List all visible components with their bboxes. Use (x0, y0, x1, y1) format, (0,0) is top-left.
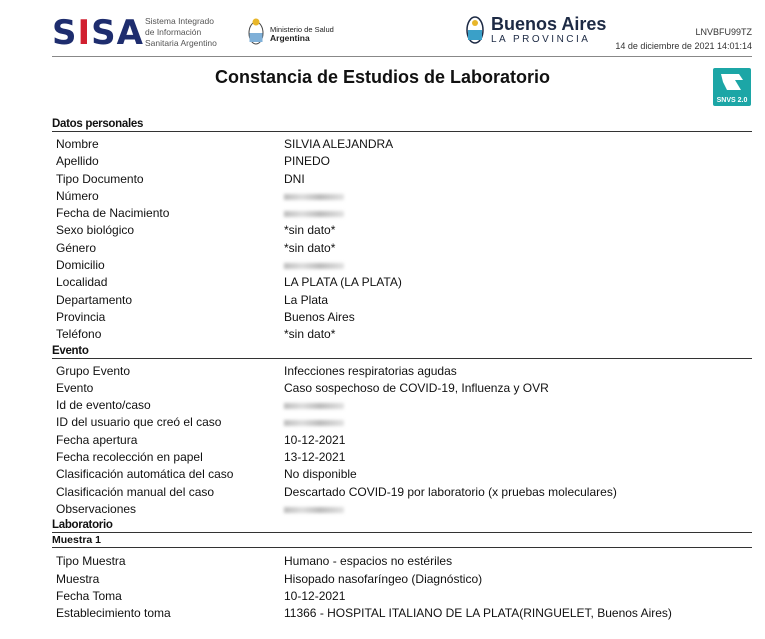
ba-title: Buenos Aires (491, 14, 607, 34)
section-evento: Evento (52, 344, 752, 359)
field-row (52, 257, 752, 274)
field-label: Evento (56, 380, 94, 395)
snvs-badge (713, 68, 751, 106)
field-row (52, 449, 752, 466)
field-value: 10-12-2021 (284, 588, 346, 603)
field-value: La Plata (284, 292, 329, 307)
sisa-description (145, 16, 217, 49)
field-label: Establecimiento toma (56, 606, 171, 621)
redacted-value (284, 403, 344, 409)
field-row (52, 501, 752, 518)
field-row (52, 240, 752, 257)
field-value: SILVIA ALEJANDRA (284, 137, 394, 151)
field-label: Fecha recolección en papel (56, 450, 203, 465)
field-row (52, 380, 752, 397)
field-row (52, 432, 752, 449)
document-code: LNVBFU99TZ (695, 27, 752, 37)
field-row (52, 274, 752, 291)
field-row (52, 205, 752, 222)
field-label: Tipo Muestra (56, 554, 126, 569)
field-row (52, 153, 752, 170)
sisa-logo: SISA (52, 13, 144, 53)
snvs-icon (713, 68, 751, 96)
field-row (52, 188, 752, 205)
field-label: Género (56, 240, 97, 255)
field-value: Buenos Aires (284, 309, 355, 324)
field-value: Humano - espacios no estériles (284, 554, 453, 569)
section-datos-personales: Datos personales (52, 117, 752, 132)
field-value: *sin dato* (284, 240, 336, 255)
document-datetime: 14 de diciembre de 2021 14:01:14 (615, 41, 752, 51)
field-label: Id de evento/caso (56, 398, 151, 413)
field-row (52, 553, 752, 570)
field-row (52, 326, 752, 343)
field-row (52, 171, 752, 188)
provincia-shield-icon (466, 14, 484, 44)
msal-line1: Ministerio de Salud (270, 25, 334, 34)
field-row (52, 397, 752, 414)
field-value: Hisopado nasofaríngeo (Diagnóstico) (284, 571, 483, 586)
field-row (52, 466, 752, 483)
ba-subtitle: LA PROVINCIA (491, 34, 591, 45)
field-row (52, 484, 752, 501)
snvs-label: SNVS 2.0 (716, 97, 748, 104)
document-header (0, 0, 765, 62)
subsection-muestra-1: Muestra 1 (52, 534, 752, 548)
field-value: Descartado COVID-19 por laboratorio (x pruebas moleculares) (284, 484, 617, 499)
field-row (52, 588, 752, 605)
field-label: Localidad (56, 275, 108, 290)
document-title: Constancia de Estudios de Laboratorio (214, 67, 551, 87)
field-label: Fecha apertura (56, 432, 138, 447)
field-row (52, 363, 752, 380)
field-label: Departamento (56, 292, 133, 307)
msal-line2: Argentina (270, 33, 310, 43)
field-label: Observaciones (56, 501, 137, 516)
field-label: ID del usuario que creó el caso (56, 415, 222, 430)
field-label: Nombre (56, 137, 99, 151)
field-value: 11366 - HOSPITAL ITALIANO DE LA PLATA(RINGUELET, Buenos Aires) (284, 606, 672, 621)
field-row (52, 292, 752, 309)
field-label: Provincia (56, 309, 106, 324)
field-row (52, 414, 752, 431)
field-label: Teléfono (56, 327, 102, 342)
field-value: Caso sospechoso de COVID-19, Influenza y OVR (284, 380, 549, 395)
field-label: Fecha Toma (56, 588, 122, 603)
field-row (52, 571, 752, 588)
sisa-desc-line: Sistema Integrado (145, 16, 214, 26)
laboratorio-list (52, 553, 752, 622)
sisa-desc-line: de Información (145, 27, 202, 37)
field-label: Sexo biológico (56, 223, 135, 238)
field-value: LA PLATA (LA PLATA) (284, 275, 402, 290)
redacted-value (284, 211, 344, 217)
redacted-value (284, 194, 344, 200)
redacted-value (284, 507, 344, 513)
argentina-shield-icon (248, 16, 264, 46)
evento-list (52, 363, 752, 519)
field-label: Grupo Evento (56, 363, 131, 378)
field-value: PINEDO (284, 154, 331, 169)
field-label: Domicilio (56, 258, 105, 273)
field-row (52, 222, 752, 239)
datos-personales-list (52, 136, 752, 344)
sisa-desc-line: Sanitaria Argentino (145, 38, 217, 48)
field-label: Apellido (56, 154, 99, 169)
field-label: Número (56, 188, 99, 203)
redacted-value (284, 263, 344, 269)
document-body (52, 117, 752, 622)
field-value: *sin dato* (284, 223, 336, 238)
field-value: 10-12-2021 (284, 432, 346, 447)
field-row (52, 136, 752, 153)
field-value: No disponible (284, 467, 357, 482)
header-divider (52, 56, 752, 57)
field-label: Tipo Documento (56, 171, 144, 186)
field-label: Clasificación automática del caso (56, 467, 234, 482)
redacted-value (284, 420, 344, 426)
field-value: Infecciones respiratorias agudas (284, 363, 457, 378)
field-label: Muestra (56, 571, 100, 586)
field-row (52, 309, 752, 326)
field-value: 13-12-2021 (284, 450, 346, 465)
field-label: Clasificación manual del caso (56, 484, 215, 499)
field-label: Fecha de Nacimiento (56, 206, 170, 221)
section-laboratorio: Laboratorio (52, 518, 752, 533)
field-row (52, 605, 752, 622)
field-value: DNI (284, 171, 305, 186)
field-value: *sin dato* (284, 327, 336, 342)
